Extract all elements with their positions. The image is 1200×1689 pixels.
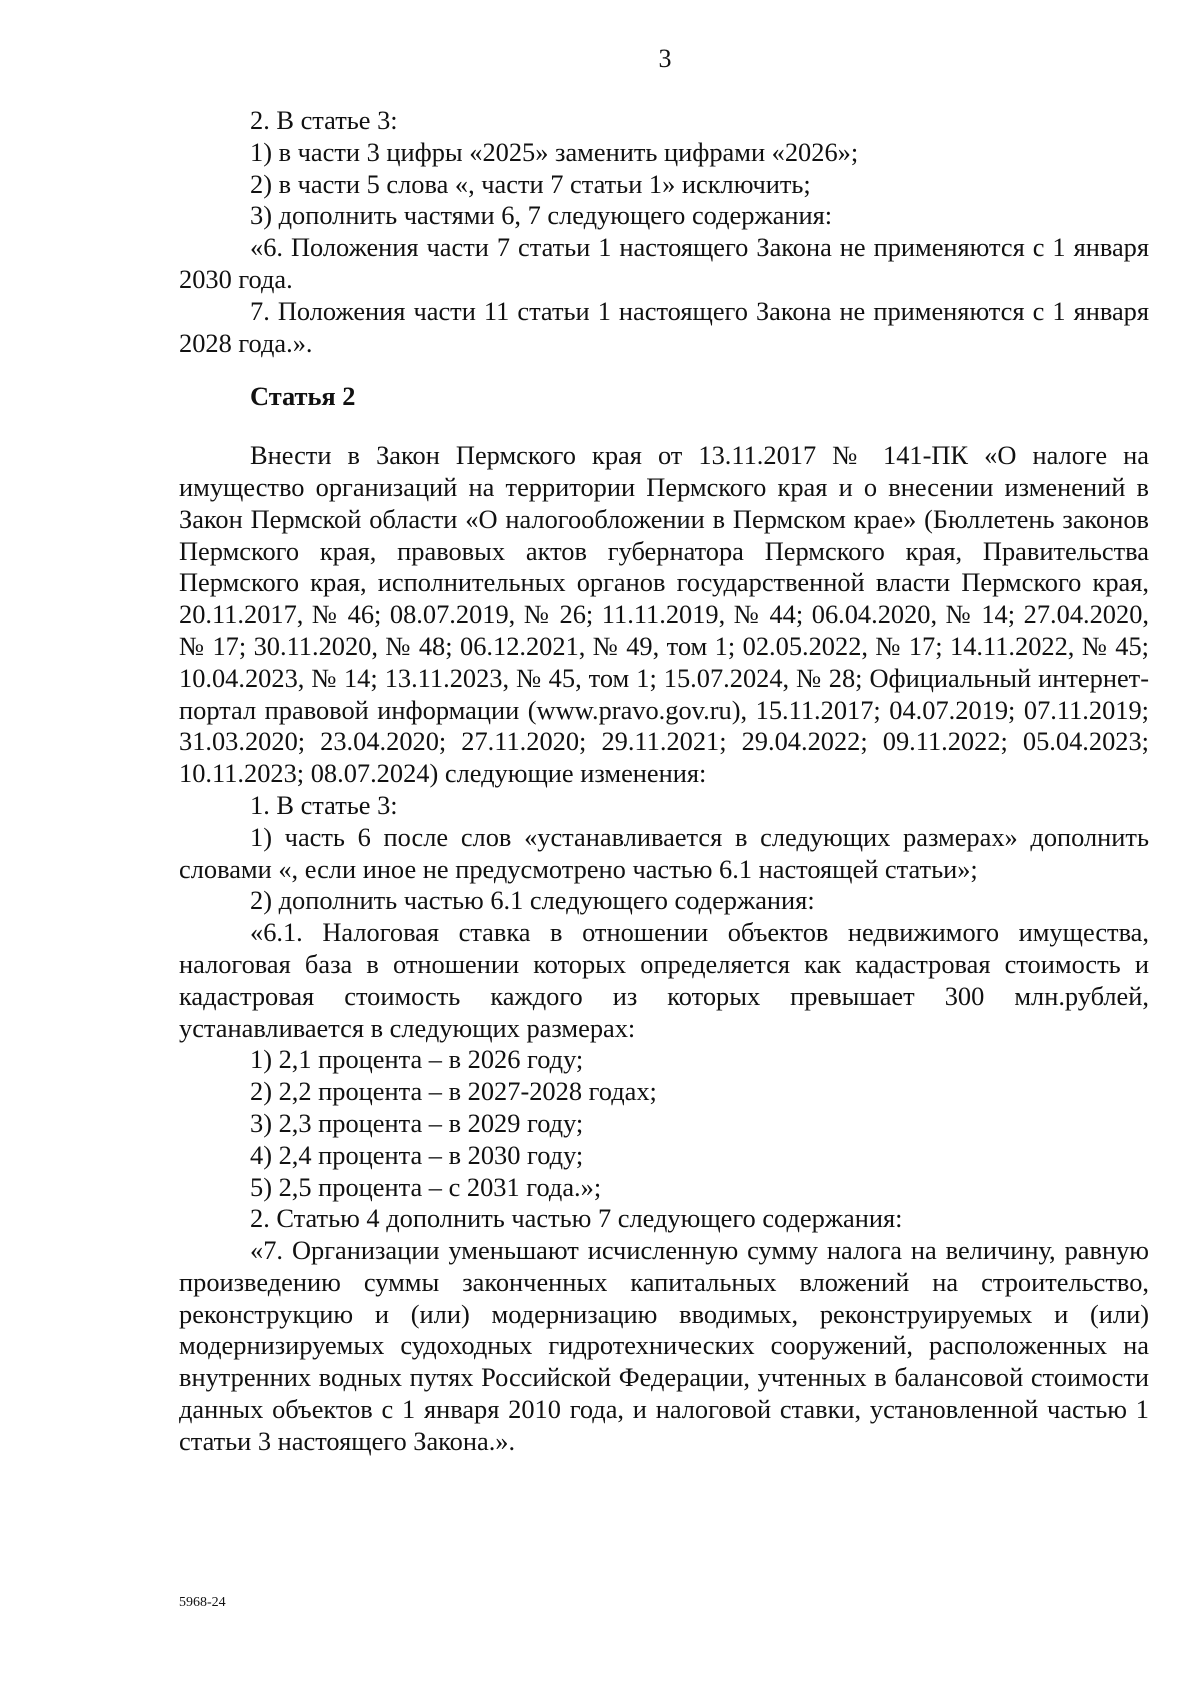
article-2-heading: Статья 2 <box>250 381 356 412</box>
article-2-intro: Внести в Закон Пермского края от 13.11.2017 № 141-ПК «О налоге на имущество организаций на территории Пермского края и о внесении изменений в Закон Пермской области «О налогообложении в Пермском крае» (Бюллетень законов Пермского края, правовых актов губернатора Пермского края, Правительства Пермского края, исполнительных органов государственной власти Пермского края, 20.11.2017, № 46; 08.07.2019, № 26; 11.11.2019, № 44; 06.04.2020, № 14; 27.04.2020, № 17; 30.11.2020, № 48; 06.12.2021, № 49, том 1; 02.05.2022, № 17; 14.11.2022, № 45; 10.04.2023, № 14; 13.11.2023, № 45, том 1; 15.07.2024, № 28; Официальный интернет-портал правовой информации (www.pravo.gov.ru), 15.11.2017; 04.07.2019; 07.11.2019; 31.03.2020; 23.04.2020; 27.11.2020; 29.11.2021; 29.04.2022; 09.11.2022; 05.04.2023; 10.11.2023; 08.07.2024) следующие изменения: <box>179 440 1149 789</box>
section1-intro: 2. В статье 3: <box>250 105 398 135</box>
article-2-point-2: 2. Статью 4 дополнить частью 7 следующего содержания: <box>250 1203 903 1234</box>
article-2-point-1-item-2: 2) дополнить частью 6.1 следующего содержания: <box>250 885 815 916</box>
document-code: 5968-24 <box>179 1595 226 1610</box>
article-2-quote-7: «7. Организации уменьшают исчисленную сумму налога на величину, равную произведению суммы законченных капитальных вложений на строительство, реконструкцию и (или) модернизацию вводимых, реконструируемых и (или) модернизируемых судоходных гидротехнических сооружений, расположенных на внутренних водных путях Российской Федерации, учтенных в балансовой стоимости данных объектов с 1 января 2010 года, и налоговой ставки, установленной частью 1 статьи 3 настоящего Закона.». <box>179 1235 1149 1456</box>
rate-item-2: 2) 2,2 процента – в 2027-2028 годах; <box>250 1076 657 1107</box>
document-body <box>179 105 1149 1458</box>
rate-item-1: 1) 2,1 процента – в 2026 году; <box>250 1044 584 1075</box>
rate-item-3: 3) 2,3 процента – в 2029 году; <box>250 1107 584 1138</box>
article-2-point-1: 1. В статье 3: <box>250 789 398 820</box>
section1-item-2: 2) в части 5 слова «, части 7 статьи 1» исключить; <box>250 168 811 199</box>
section1-item-3: 3) дополнить частями 6, 7 следующего содержания: <box>250 200 833 231</box>
article-2-quote-6-1: «6.1. Налоговая ставка в отношении объектов недвижимого имущества, налоговая база в отношении которых определяется как кадастровая стоимость и кадастровая стоимость каждого из которых превышает 300 млн.рублей, устанавливается в следующих размерах: <box>179 917 1149 1043</box>
rate-item-4: 4) 2,4 процента – в 2030 году; <box>250 1139 584 1170</box>
section1-quote-7: 7. Положения части 11 статьи 1 настоящего Закона не применяются с 1 января 2028 года.». <box>179 295 1149 358</box>
page-number: 3 <box>658 44 672 73</box>
article-2-point-1-item-1: 1) часть 6 после слов «устанавливается в следующих размерах» дополнить словами «, если иное не предусмотрено частью 6.1 настоящей статьи»; <box>179 821 1149 884</box>
section1-quote-6: «6. Положения части 7 статьи 1 настоящего Закона не применяются с 1 января 2030 года. <box>179 232 1149 294</box>
section1-item-1: 1) в части 3 цифры «2025» заменить цифрами «2026»; <box>250 136 859 167</box>
rate-item-5: 5) 2,5 процента – с 2031 года.»; <box>250 1171 602 1202</box>
